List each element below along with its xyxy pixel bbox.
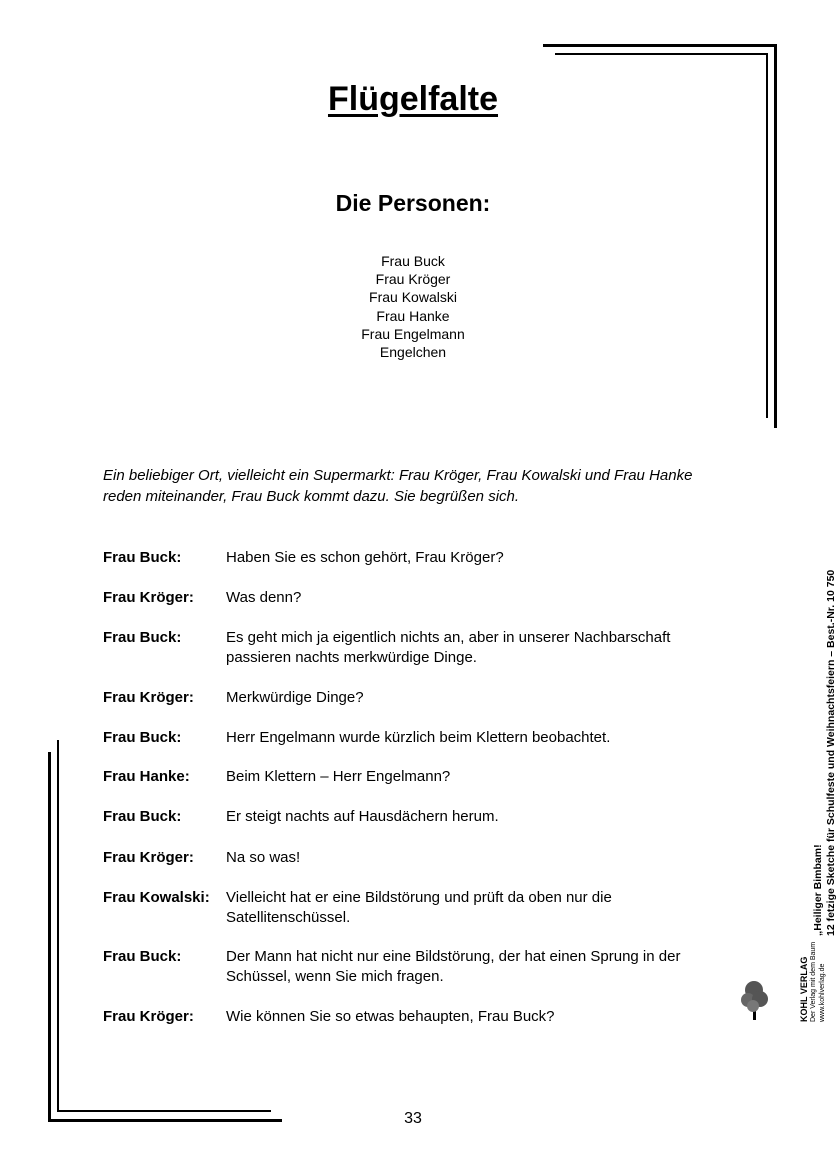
dialog-speaker: Frau Kröger: (103, 689, 194, 706)
dialog-text: Na so was! (226, 849, 301, 866)
dialog-speaker: Frau Buck: (103, 629, 182, 646)
dialog-text: Was denn? (226, 589, 302, 606)
frame-left-inner (57, 740, 59, 1112)
persons-list (0, 252, 826, 361)
dialog-text: Herr Engelmann wurde kürzlich beim Klettern beobachtet. (226, 729, 611, 746)
publisher-name: KOHL VERLAG (799, 956, 809, 1022)
book-subtitle: 12 fetzige Sketche für Schulfeste und Weihnachtsfeiern – Best.-Nr. 10 750 (825, 569, 837, 936)
dialog-speaker: Frau Kröger: (103, 849, 194, 866)
dialog-speaker: Frau Kowalski: (103, 889, 210, 906)
publisher-logo-text (800, 942, 827, 1022)
dialog-speaker: Frau Kröger: (103, 1008, 194, 1025)
page-number: 33 (404, 1110, 422, 1127)
dialog-speaker: Frau Buck: (103, 808, 182, 825)
page-title: Flügelfalte (327, 80, 499, 118)
frame-top-outer (543, 44, 777, 47)
frame-top-inner (555, 53, 768, 55)
dialog-speaker: Frau Buck: (103, 948, 182, 965)
tree-logo-icon (740, 942, 770, 1024)
dialog-speaker: Frau Buck: (103, 729, 182, 746)
dialog-text: Wie können Sie so etwas behaupten, Frau Buck? (226, 1008, 555, 1025)
person-item: Frau Buck (381, 253, 445, 269)
dialog-speaker: Frau Buck: (103, 549, 182, 566)
dialog-text: Er steigt nachts auf Hausdächern herum. (226, 808, 499, 825)
dialog-text: Beim Klettern – Herr Engelmann? (226, 768, 451, 785)
frame-left-outer (48, 752, 51, 1122)
stage-direction: Ein beliebiger Ort, vielleicht ein Supermarkt: Frau Kröger, Frau Kowalski und Frau Hanke reden miteinander, Frau Buck kommt dazu. Sie begrüßen sich. (103, 467, 693, 505)
dialog-text: Es geht mich ja eigentlich nichts an, aber in unserer Nachbarschaft passieren nachts merkwürdige Dinge. (226, 629, 671, 666)
person-item: Frau Hanke (376, 307, 450, 324)
person-item: Frau Kröger (375, 271, 451, 288)
dialog-speaker: Frau Hanke: (103, 768, 190, 785)
publisher-slogan: Der Verlag mit dem Baum (810, 941, 817, 1022)
book-reference (812, 570, 838, 936)
dialog-text: Merkwürdige Dinge? (226, 689, 364, 706)
book-title: „Heiliger Bimbam! (812, 844, 824, 936)
dialog-text: Haben Sie es schon gehört, Frau Kröger? (226, 549, 504, 566)
person-item: Frau Engelmann (361, 325, 465, 342)
publisher-url: www.kohlverlag.de (819, 963, 826, 1022)
person-item: Engelchen (379, 344, 447, 361)
persons-heading: Die Personen: (335, 190, 491, 216)
dialog-speaker: Frau Kröger: (103, 589, 194, 606)
dialog-text: Vielleicht hat er eine Bildstörung und prüft da oben nur die Satellitenschüssel. (226, 889, 612, 926)
person-item: Frau Kowalski (369, 289, 457, 306)
dialog-text: Der Mann hat nicht nur eine Bildstörung, der hat einen Sprung in der Schüssel, wenn Sie mich fragen. (226, 948, 681, 985)
